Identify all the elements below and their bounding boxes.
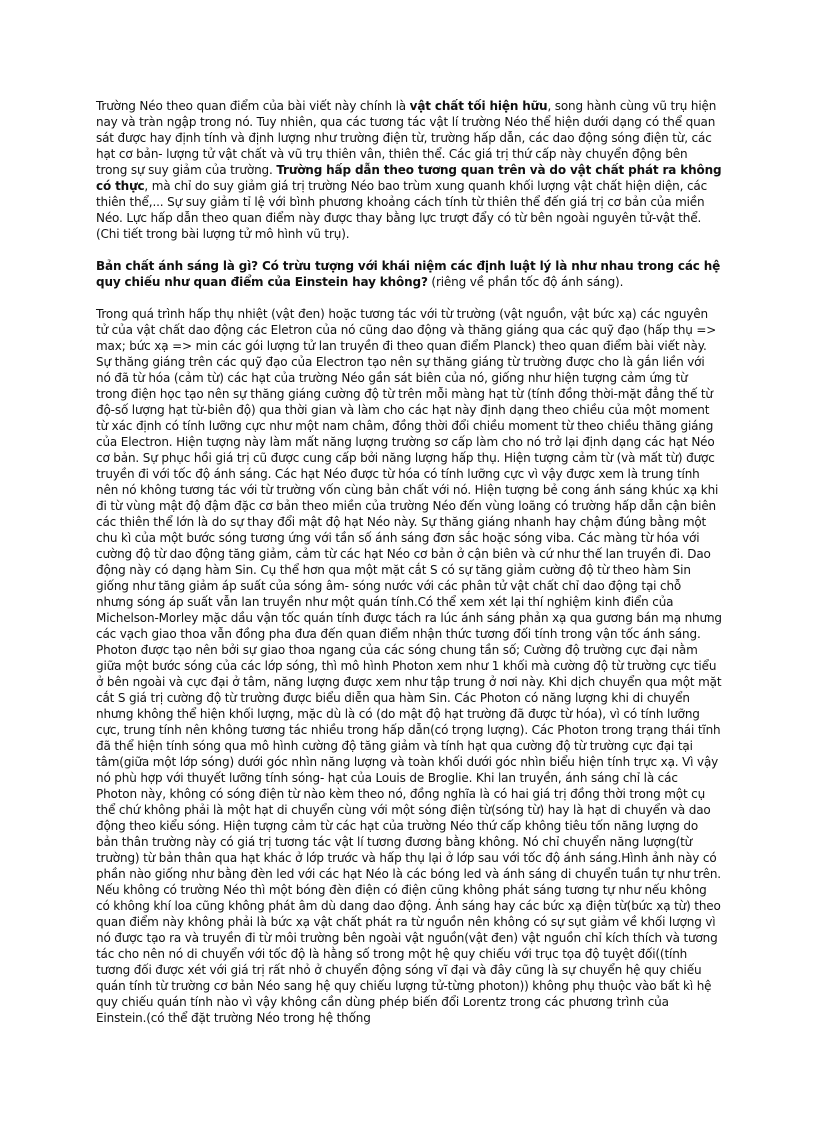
intro-bold-dark-matter: vật chất tối hiện hữu	[409, 99, 548, 113]
intro-bold-gravity: Trường hấp dẫn theo tương quan trên và do vật chất phát ra không có thực	[96, 163, 722, 193]
intro-text-3: , mà chỉ do suy giảm giá trị trường Néo bao trùm xung quanh khối lượng vật chất hiện diện, các thiên thể,... Sự suy giảm tỉ lệ với bình phương khoảng cách tính từ thiên thể đến giá trị cơ bản của miền Néo. Lực hấp dẫn theo quan điểm này được thay bằng lực trượt đẩy có từ bên ngoài nguyên tử-vật thể.(Chi tiết trong bài lượng tử mô hình vũ trụ).	[96, 179, 708, 241]
main-paragraph: Trong quá trình hấp thụ nhiệt (vật đen) hoặc tương tác với từ trường (vật nguồn, vật bức xạ) các nguyên tử của vật chất dao động các Eletron của nó cũng dao động và thăng giáng qua các quỹ đạo (hấp thụ => max; bức xạ => min các gói lượng tử lan truyền đi theo quan điểm Planck) theo quan điểm bài viết này. Sự thăng giáng trên các quỹ đạo của Electron tạo nên sự thăng giáng từ trường được cho là gắn liền với nó đã từ hóa (cảm từ) các hạt của trường Néo gần sát biên của nó, giống như hiện tượng cảm ứng từ trong điện học tạo nên sự thăng giáng cường độ từ trên mỗi màng hạt từ (tính đồng thời-mặt đẳng thế từ độ-số lượng hạt từ-biên độ) qua thời gian và làm cho các hạt này định dạng theo chiều của một moment từ xác định có tính lưỡng cực như một nam châm, đồng thời đổi chiều moment từ theo chiều thăng giáng của Electron. Hiện tượng này làm mất năng lượng trường sơ cấp làm cho nó trở lại định dạng các hạt Néo cơ bản. Sự phục hồi giá trị cũ được cung cấp bởi năng lượng hấp thụ. Hiện tượng cảm từ (và mất từ) được truyền đi với tốc độ ánh sáng. Các hạt Néo được từ hóa có tính lưỡng cực vì vậy được xem là trung tính nên nó không tương tác với từ trường vốn cùng bản chất với nó. Hiện tượng bẻ cong ánh sáng khúc xạ khi đi từ vùng mật độ đậm đặc cơ bản theo miền của trường Néo đến vùng loãng có trường hấp dẫn cận biên các thiên thể lớn là do sự thay đổi mật độ hạt Néo này. Sự thăng giáng nhanh hay chậm đúng bằng một chu kì của một bước sóng tương ứng với tần số ánh sáng đơn sắc hoặc sóng viba. Các màng từ hóa với cường độ từ dao động tăng giảm, cảm từ các hạt Néo cơ bản ở cận biên và cứ như thế lan truyền đi. Dao động này có dạng hàm Sin. Cụ thể hơn qua một mặt cắt S có sự tăng giảm cường độ từ theo hàm Sin giống như tăng giảm áp suất của sóng âm- sóng nước với các phân tử vật chất chỉ dao động tại chỗ nhưng sóng áp suất vẫn lan truyền như một quán tính.Có thể xem xét lại thí nghiệm kinh điển của Michelson-Morley mặc dầu vận tốc quán tính được tách ra lúc ánh sáng phản xạ qua gương bán mạ nhưng các vạch giao thoa vẫn đồng pha đưa đến quan điểm nhận thức tương đối tính trong vận tốc ánh sáng. Photon được tạo nên bởi sự giao thoa ngang của các sóng chung tần số; Cường độ trường cực đại nằm giữa một bước sóng của các lớp sóng, thì mô hình Photon xem như 1 khối mà cường độ từ trường cực tiểu ở bên ngoài và cực đại ở tâm, năng lượng được xem như tập trung ở nơi này. Khi dịch chuyển qua một mặt cắt S giá trị cường độ từ trường được biểu diễn qua hàm Sin. Các Photon có năng lượng khi di chuyển nhưng không thể hiện khối lượng, mặc dù là có (do mật độ hạt trường đã được từ hóa), vì có tính lưỡng cực, trung tính nên không tương tác nhiều trong hấp dẫn(có trọng lượng). Các Photon trong trạng thái tĩnh đã thể hiện tính sóng qua mô hình cường độ tăng giảm và tính hạt qua cường độ từ trường cực đại tại tâm(giữa một lớp sóng) dưới góc nhìn năng lượng và toàn khối dưới góc nhìn biểu hiện tính trực xạ. Vì vậy nó phù hợp với thuyết lưỡng tính sóng- hạt của Louis de Broglie. Khi lan truyền, ánh sáng chỉ là các Photon này, không có sóng điện từ nào kèm theo nó, đồng nghĩa là có hai giá trị đồng thời trong một cụ thể chứ không phải là một hạt di chuyển cùng với một sóng điện từ(sóng từ) hay là hạt di chuyển và dao động theo kiểu sóng. Hiện tượng cảm từ các hạt của trường Néo thứ cấp không tiêu tốn năng lượng do bản thân trường này có giá trị tương tác vật lí tương đương bằng không. Nó chỉ chuyển năng lượng(từ trường) từ bản thân qua hạt khác ở lớp trước và hấp thụ lại ở lớp sau với tốc độ ánh sáng.Hình ảnh này có phần nào giống như bằng đèn led với các hạt Néo là các bóng led và ánh sáng di chuyển tuần tự như trên. Nếu không có trường Néo thì một bóng đèn điện có điện cũng không phát sáng tương tự như nếu không có không khí loa cũng không phát âm dù dang dao động. Ánh sáng hay các bức xạ điện từ(bức xạ từ) theo quan điểm này không phải là bức xạ vật chất phát ra từ nguồn nên không có sự sụt giảm về khối lượng vì nó được tạo ra và truyền đi từ môi trường bên ngoài vật nguồn(vật đen) vật nguồn chỉ kích thích và tương tác cho nên nó di chuyển với tốc độ là hằng số trong một hệ quy chiếu với trục tọa độ tuyệt đối((tính tương đối được xét với giá trị rất nhỏ ở chuyển động sóng vĩ đại và đây cũng là sự chuyển hệ quy chiếu quán tính từ trường cơ bản Néo sang hệ quy chiếu lượng tử-từng photon)) không phụ thuộc vào bất kì hệ quy chiếu quán tính nào vì vậy không cần dùng phép biến đổi Lorentz trong các phương trình của Einstein.(có thể đặt trường Néo trong hệ thống	[96, 307, 722, 1025]
intro-text-2: , song hành cùng vũ trụ hiện nay và tràn ngập trong nó. Tuy nhiên, qua các tương tác vật lí trường Néo thể hiện dưới dạng có thể quan sát được hay định tính và định lượng như trường điện từ, trường hấp dẫn, các dao động sóng điện từ, các hạt cơ bản- lượng tử vật chất và vũ trụ thiên vân, thiên thể. Các giá trị thứ cấp này chuyển động bên trong sự suy giảm của trường.	[96, 99, 717, 177]
document-page	[96, 98, 722, 1042]
question-heading	[96, 258, 722, 290]
question-note: (riêng về phần tốc độ ánh sáng).	[427, 275, 624, 289]
intro-text-1: Trường Néo theo quan điểm của bài viết này chính là	[96, 99, 410, 113]
intro-paragraph	[96, 98, 722, 242]
question-bold: Bản chất ánh sáng là gì? Có trừu tượng với khái niệm các định luật lý là như nhau trong các hệ quy chiếu như quan điểm của Einstein hay không?	[96, 259, 721, 289]
